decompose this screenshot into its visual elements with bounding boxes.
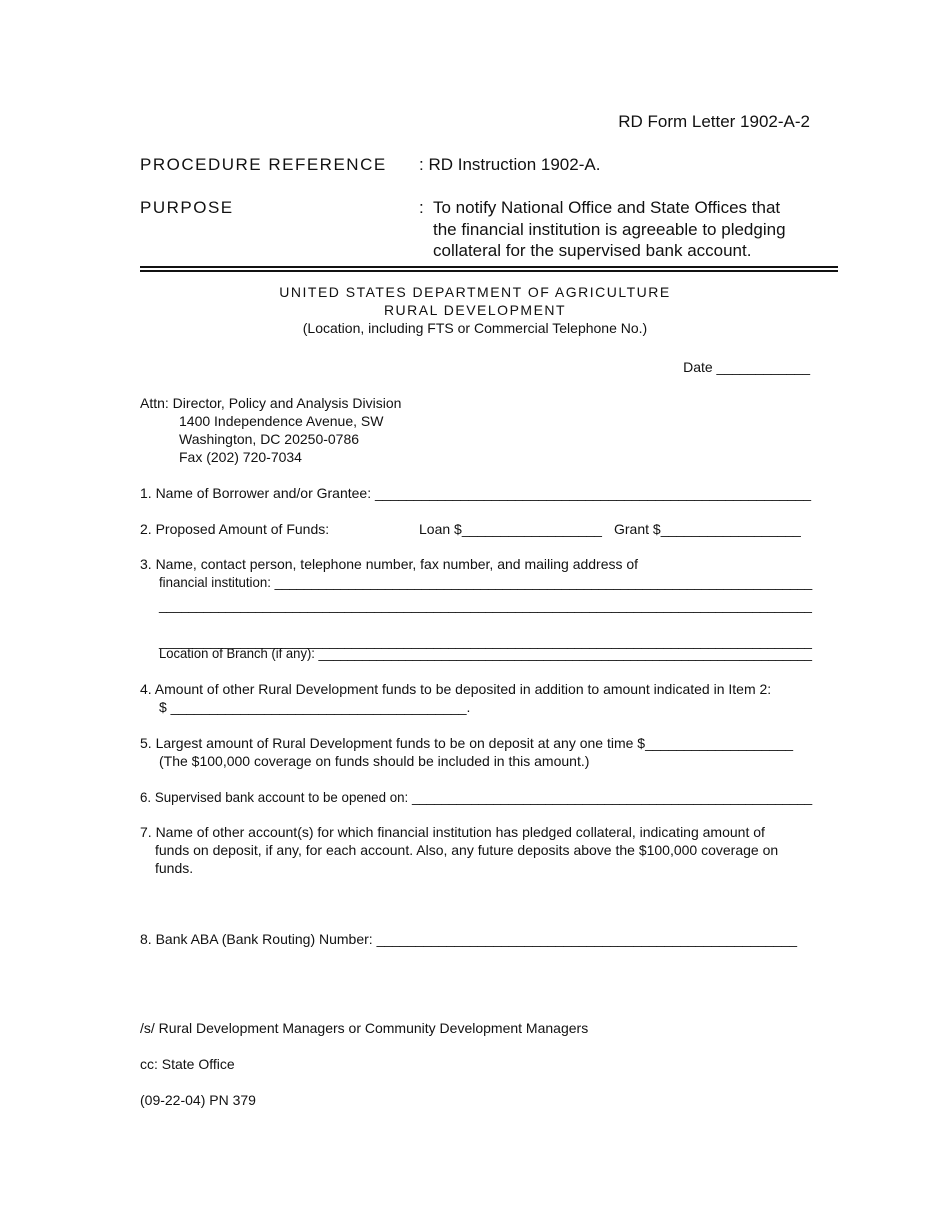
item-4-line-2: $ ______________________________________. [159,699,471,715]
item-2-grant: Grant $__________________ [614,521,801,537]
header-rule-top [140,266,838,268]
attn-line-1: Attn: Director, Policy and Analysis Division [140,395,402,411]
item-8-aba-number: 8. Bank ABA (Bank Routing) Number: ______________________________________________________ [140,931,798,947]
item-3-line-1: 3. Name, contact person, telephone number, fax number, and mailing address of [140,556,639,572]
purpose-label: PURPOSE [140,198,234,217]
item-3-line-2: financial institution: _________________________________________________________________________ [159,574,813,590]
procedure-reference-label: PROCEDURE REFERENCE [140,155,387,174]
attn-line-3: Washington, DC 20250-0786 [179,431,360,447]
item-7-line-2: funds on deposit, if any, for each account. Also, any future deposits above the $100,000 coverage on [155,842,779,858]
signature-line: /s/ Rural Development Managers or Community Development Managers [140,1020,589,1036]
procedure-reference-value: : RD Instruction 1902-A. [419,155,601,174]
item-7-line-1: 7. Name of other account(s) for which financial institution has pledged collateral, indicating amount of [140,824,765,840]
purpose-line-2: the financial institution is agreeable to pledging [433,220,786,239]
purpose-line-3: collateral for the supervised bank account. [433,241,752,260]
form-revision-footer: (09-22-04) PN 379 [140,1092,256,1108]
item-5-line-2: (The $100,000 coverage on funds should be included in this amount.) [159,753,590,769]
item-2-label: 2. Proposed Amount of Funds: [140,521,330,537]
agency-name: UNITED STATES DEPARTMENT OF AGRICULTURE [279,284,671,300]
agency-division: RURAL DEVELOPMENT [383,302,567,318]
agency-location: (Location, including FTS or Commercial Telephone No.) [302,320,648,336]
item-1-borrower: 1. Name of Borrower and/or Grantee: ________________________________________________________ [140,485,812,501]
purpose-colon: : [419,198,424,217]
cc-line: cc: State Office [140,1056,235,1072]
purpose-line-1: To notify National Office and State Offices that [433,198,781,217]
attn-line-2: 1400 Independence Avenue, SW [179,413,384,429]
date-field: Date ____________ [683,359,810,375]
item-7-line-3: funds. [155,860,194,876]
form-id: RD Form Letter 1902-A-2 [618,112,810,131]
item-2-loan: Loan $__________________ [419,521,602,537]
header-rule-bottom [140,270,838,272]
item-6-account-opened: 6. Supervised bank account to be opened on: ______________________________________________________ [140,789,813,805]
item-4-line-1: 4. Amount of other Rural Development funds to be deposited in addition to amount indicated in Item 2: [140,681,772,697]
attn-line-4: Fax (202) 720-7034 [179,449,302,465]
item-5-line-1: 5. Largest amount of Rural Development funds to be on deposit at any one time $___________________ [140,735,794,751]
item-3-branch: Location of Branch (if any): ____________________________________________________________________ [159,645,813,661]
item-3-line-3: ________________________________________________________________________________________ [159,597,812,613]
item-3-line-4: ________________________________________________________________________________________ [159,633,812,649]
